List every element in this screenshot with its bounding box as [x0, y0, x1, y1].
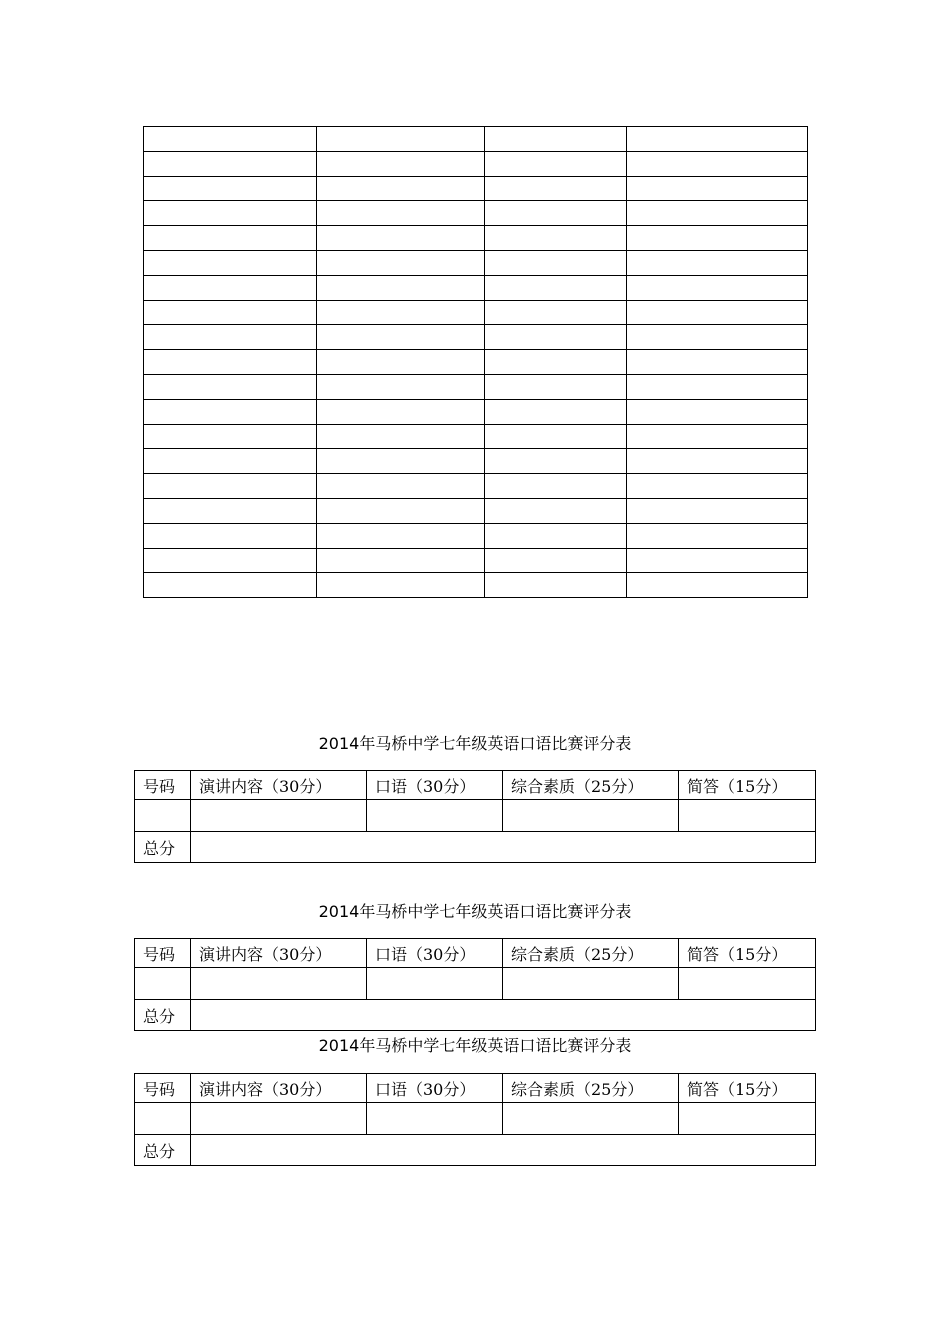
blank-grid-row: [144, 424, 808, 449]
blank-grid-cell[interactable]: [627, 498, 808, 523]
blank-grid-cell[interactable]: [144, 350, 317, 375]
blank-grid-cell[interactable]: [144, 498, 317, 523]
short-answer-score-cell[interactable]: [679, 800, 816, 832]
blank-grid-cell[interactable]: [144, 226, 317, 251]
total-label: 总分: [135, 832, 191, 863]
blank-grid-cell[interactable]: [485, 300, 627, 325]
score-sheet-title: 2014年马桥中学七年级英语口语比赛评分表: [318, 902, 632, 921]
header-short-answer: 简答（15分）: [679, 939, 816, 968]
blank-grid-cell[interactable]: [144, 151, 317, 176]
blank-grid-cell[interactable]: [627, 573, 808, 598]
blank-grid-cell[interactable]: [485, 498, 627, 523]
blank-grid-cell[interactable]: [144, 201, 317, 226]
blank-grid-row: [144, 523, 808, 548]
blank-grid-cell[interactable]: [627, 325, 808, 350]
header-short-answer: 简答（15分）: [679, 1074, 816, 1103]
blank-grid-cell[interactable]: [144, 374, 317, 399]
overall-quality-score-cell[interactable]: [503, 800, 679, 832]
blank-grid-cell[interactable]: [317, 275, 485, 300]
blank-grid-cell[interactable]: [627, 275, 808, 300]
header-number: 号码: [135, 1074, 191, 1103]
blank-grid-cell[interactable]: [485, 176, 627, 201]
blank-grid-cell[interactable]: [317, 474, 485, 499]
blank-grid-cell[interactable]: [317, 325, 485, 350]
total-score-cell[interactable]: [191, 1000, 816, 1031]
blank-grid-row: [144, 573, 808, 598]
blank-grid-cell[interactable]: [317, 498, 485, 523]
blank-grid-cell[interactable]: [317, 548, 485, 573]
short-answer-score-cell[interactable]: [679, 968, 816, 1000]
score-sheet-table: [134, 1073, 816, 1166]
total-score-cell[interactable]: [191, 832, 816, 863]
blank-grid-cell[interactable]: [317, 399, 485, 424]
blank-grid-cell[interactable]: [485, 250, 627, 275]
blank-grid-cell[interactable]: [627, 176, 808, 201]
header-number: 号码: [135, 939, 191, 968]
oral-score-cell[interactable]: [367, 800, 503, 832]
blank-grid-cell[interactable]: [485, 201, 627, 226]
blank-grid-cell[interactable]: [485, 474, 627, 499]
score-sheet-title: 2014年马桥中学七年级英语口语比赛评分表: [318, 1036, 632, 1055]
blank-grid-cell[interactable]: [485, 127, 627, 152]
blank-grid-cell[interactable]: [317, 250, 485, 275]
blank-grid-cell[interactable]: [144, 399, 317, 424]
blank-grid-cell[interactable]: [144, 474, 317, 499]
blank-grid-cell[interactable]: [144, 127, 317, 152]
blank-grid-cell[interactable]: [627, 300, 808, 325]
short-answer-score-cell[interactable]: [679, 1103, 816, 1135]
blank-grid-row: [144, 350, 808, 375]
blank-grid-cell[interactable]: [485, 449, 627, 474]
blank-grid-cell[interactable]: [627, 127, 808, 152]
blank-grid-cell[interactable]: [317, 127, 485, 152]
speech-content-score-cell[interactable]: [191, 800, 367, 832]
blank-grid-row: [144, 176, 808, 201]
blank-grid-cell[interactable]: [144, 449, 317, 474]
oral-score-cell[interactable]: [367, 968, 503, 1000]
blank-grid-cell[interactable]: [317, 350, 485, 375]
blank-grid-cell[interactable]: [485, 151, 627, 176]
blank-grid-cell[interactable]: [317, 573, 485, 598]
blank-grid-row: [144, 449, 808, 474]
blank-grid-cell[interactable]: [627, 250, 808, 275]
blank-grid-cell[interactable]: [485, 424, 627, 449]
blank-grid-cell[interactable]: [485, 374, 627, 399]
blank-grid-row: [144, 127, 808, 152]
blank-grid-row: [144, 474, 808, 499]
blank-grid-cell[interactable]: [317, 176, 485, 201]
number-cell[interactable]: [135, 1103, 191, 1135]
header-overall-quality: 综合素质（25分）: [503, 771, 679, 800]
blank-grid-cell[interactable]: [317, 226, 485, 251]
blank-grid-cell[interactable]: [317, 374, 485, 399]
blank-grid-cell[interactable]: [144, 176, 317, 201]
header-short-answer: 简答（15分）: [679, 771, 816, 800]
header-overall-quality: 综合素质（25分）: [503, 1074, 679, 1103]
blank-grid-cell[interactable]: [485, 573, 627, 598]
blank-grid-table: [143, 126, 808, 598]
blank-grid-cell[interactable]: [317, 151, 485, 176]
blank-grid-cell[interactable]: [485, 523, 627, 548]
header-overall-quality: 综合素质（25分）: [503, 939, 679, 968]
header-speech-content: 演讲内容（30分）: [191, 771, 367, 800]
speech-content-score-cell[interactable]: [191, 968, 367, 1000]
overall-quality-score-cell[interactable]: [503, 1103, 679, 1135]
header-oral: 口语（30分）: [367, 939, 503, 968]
blank-grid-cell[interactable]: [485, 548, 627, 573]
score-sheet-table: [134, 938, 816, 1031]
blank-grid-cell[interactable]: [627, 449, 808, 474]
blank-grid-cell[interactable]: [627, 151, 808, 176]
blank-grid-cell[interactable]: [627, 374, 808, 399]
blank-grid-row: [144, 250, 808, 275]
blank-grid-cell[interactable]: [144, 424, 317, 449]
header-number: 号码: [135, 771, 191, 800]
blank-grid-cell[interactable]: [485, 226, 627, 251]
blank-grid-cell[interactable]: [144, 548, 317, 573]
blank-grid-row: [144, 548, 808, 573]
blank-grid-row: [144, 325, 808, 350]
blank-grid-cell[interactable]: [144, 573, 317, 598]
blank-grid-cell[interactable]: [627, 226, 808, 251]
blank-grid-cell[interactable]: [317, 300, 485, 325]
blank-grid-row: [144, 226, 808, 251]
number-cell[interactable]: [135, 800, 191, 832]
score-sheet-table: [134, 770, 816, 863]
blank-grid-cell[interactable]: [144, 325, 317, 350]
blank-grid-cell[interactable]: [627, 201, 808, 226]
blank-grid-row: [144, 399, 808, 424]
blank-grid-cell[interactable]: [627, 424, 808, 449]
header-oral: 口语（30分）: [367, 1074, 503, 1103]
blank-grid-cell[interactable]: [485, 325, 627, 350]
speech-content-score-cell[interactable]: [191, 1103, 367, 1135]
blank-grid-row: [144, 374, 808, 399]
blank-grid-cell[interactable]: [627, 399, 808, 424]
overall-quality-score-cell[interactable]: [503, 968, 679, 1000]
blank-grid-row: [144, 498, 808, 523]
blank-grid-row: [144, 300, 808, 325]
blank-grid-cell[interactable]: [627, 474, 808, 499]
blank-grid-cell[interactable]: [485, 399, 627, 424]
number-cell[interactable]: [135, 968, 191, 1000]
blank-grid-row: [144, 275, 808, 300]
total-label: 总分: [135, 1135, 191, 1166]
total-score-cell[interactable]: [191, 1135, 816, 1166]
blank-grid-cell[interactable]: [627, 350, 808, 375]
blank-grid-cell[interactable]: [485, 275, 627, 300]
blank-grid-row: [144, 201, 808, 226]
blank-grid-cell[interactable]: [144, 523, 317, 548]
oral-score-cell[interactable]: [367, 1103, 503, 1135]
blank-grid-cell[interactable]: [144, 250, 317, 275]
blank-grid-cell[interactable]: [485, 350, 627, 375]
blank-grid-row: [144, 151, 808, 176]
blank-grid-cell[interactable]: [317, 201, 485, 226]
header-oral: 口语（30分）: [367, 771, 503, 800]
blank-grid-cell[interactable]: [144, 300, 317, 325]
blank-grid-cell[interactable]: [627, 523, 808, 548]
blank-grid-cell[interactable]: [317, 424, 485, 449]
blank-grid-cell[interactable]: [317, 449, 485, 474]
blank-grid-cell[interactable]: [627, 548, 808, 573]
header-speech-content: 演讲内容（30分）: [191, 1074, 367, 1103]
score-sheet-title: 2014年马桥中学七年级英语口语比赛评分表: [318, 734, 632, 753]
total-label: 总分: [135, 1000, 191, 1031]
header-speech-content: 演讲内容（30分）: [191, 939, 367, 968]
blank-grid-cell[interactable]: [317, 523, 485, 548]
blank-grid-cell[interactable]: [144, 275, 317, 300]
